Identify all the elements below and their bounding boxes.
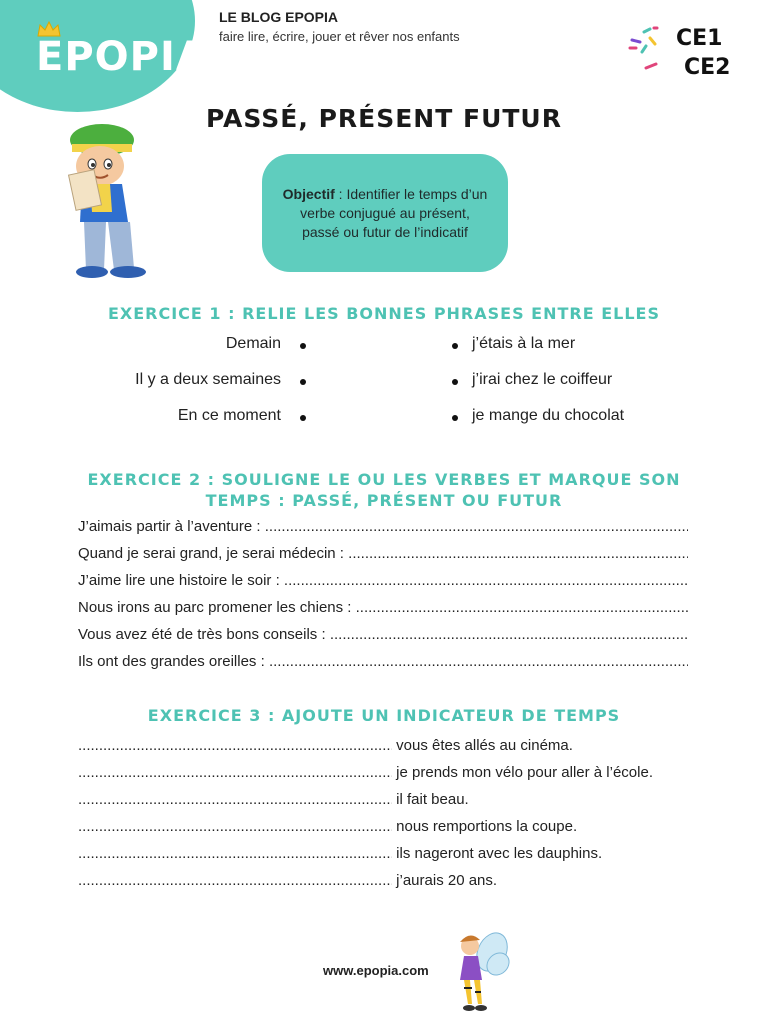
blog-subtitle: faire lire, écrire, jouer et rêver nos enfants bbox=[219, 29, 460, 44]
exercise3-title: EXERCICE 3 : AJOUTE UN INDICATEUR DE TEMPS bbox=[147, 706, 621, 725]
objective-description: : Identifier le temps d’un verbe conjugué au présent, passé ou futur de l’indicatif bbox=[300, 185, 488, 240]
exercise2-title-line2: TEMPS : PASSÉ, PRÉSENT OU FUTUR bbox=[205, 491, 563, 510]
sentence-ending: il fait beau. bbox=[396, 791, 469, 808]
answer-blank[interactable] bbox=[78, 845, 392, 862]
objective-box bbox=[262, 154, 508, 272]
exercise2-sentence[interactable] bbox=[78, 545, 688, 562]
sentence-text: J’aimais partir à l’aventure : bbox=[78, 518, 261, 535]
sentence-text: Nous irons au parc promener les chiens : bbox=[78, 599, 352, 616]
sentence-text: Quand je serai grand, je serai médecin : bbox=[78, 545, 344, 562]
exercise3-sentence[interactable] bbox=[78, 872, 698, 889]
grade-ce2-label: CE2 bbox=[684, 55, 731, 80]
answer-blank[interactable] bbox=[280, 572, 688, 589]
fairy-illustration bbox=[448, 930, 512, 1016]
answer-blank[interactable] bbox=[265, 653, 688, 670]
exercise2-sentence[interactable] bbox=[78, 653, 688, 670]
answer-blank[interactable] bbox=[326, 626, 688, 643]
sentence-ending: je prends mon vélo pour aller à l’école. bbox=[396, 764, 653, 781]
sentence-text: Ils ont des grandes oreilles : bbox=[78, 653, 265, 670]
answer-blank[interactable] bbox=[78, 872, 392, 889]
footer-website-link[interactable]: www.epopia.com bbox=[323, 963, 429, 978]
exercise1-right-item: je mange du chocolat bbox=[472, 407, 625, 424]
answer-blank[interactable] bbox=[78, 791, 392, 808]
match-dot-right[interactable] bbox=[452, 415, 458, 421]
boy-reading-illustration bbox=[62, 122, 168, 280]
exercise1-left-item: Il y a deux semaines bbox=[135, 371, 281, 388]
sentence-ending: nous remportions la coupe. bbox=[396, 818, 578, 835]
match-dot-left[interactable] bbox=[300, 415, 306, 421]
sentence-text: Vous avez été de très bons conseils : bbox=[78, 626, 326, 643]
grade-ce1-label: CE1 bbox=[676, 26, 723, 51]
answer-blank[interactable] bbox=[344, 545, 688, 562]
objective-text bbox=[280, 185, 490, 242]
sentence-ending: j’aurais 20 ans. bbox=[396, 872, 498, 889]
exercise2-sentence[interactable] bbox=[78, 626, 688, 643]
exercise2-title bbox=[0, 469, 768, 511]
answer-blank[interactable] bbox=[78, 764, 392, 781]
objective-label: Objectif bbox=[282, 185, 335, 202]
blog-title[interactable]: LE BLOG EPOPIA bbox=[219, 9, 339, 25]
exercise1-title: EXERCICE 1 : RELIE LES BONNES PHRASES ENTRE ELLES bbox=[107, 304, 661, 323]
exercise1-left-item: Demain bbox=[225, 335, 281, 352]
page-title: PASSÉ, PRÉSENT FUTUR bbox=[206, 104, 562, 133]
exercise3-sentence[interactable] bbox=[78, 845, 698, 862]
exercise2-sentence[interactable] bbox=[78, 599, 688, 616]
match-dot-right[interactable] bbox=[452, 379, 458, 385]
answer-blank[interactable] bbox=[78, 737, 392, 754]
epopia-logo[interactable]: EPOPIA bbox=[36, 34, 208, 80]
sentence-ending: ils nageront avec les dauphins. bbox=[396, 845, 603, 862]
exercise3-sentence[interactable] bbox=[78, 764, 698, 781]
sentence-text: J’aime lire une histoire le soir : bbox=[78, 572, 280, 589]
exercise2-sentence[interactable] bbox=[78, 518, 688, 535]
match-dot-left[interactable] bbox=[300, 379, 306, 385]
exercise1-left-item: En ce moment bbox=[177, 407, 281, 424]
sentence-ending: vous êtes allés au cinéma. bbox=[396, 737, 573, 754]
answer-blank[interactable] bbox=[261, 518, 688, 535]
exercise3-sentence[interactable] bbox=[78, 737, 698, 754]
exercise3-sentence[interactable] bbox=[78, 791, 698, 808]
answer-blank[interactable] bbox=[351, 599, 688, 616]
match-dot-left[interactable] bbox=[300, 343, 306, 349]
match-dot-right[interactable] bbox=[452, 343, 458, 349]
exercise1-right-item: j’étais à la mer bbox=[472, 335, 576, 352]
exercise2-title-line1: EXERCICE 2 : SOULIGNE LE OU LES VERBES ET MARQUE SON bbox=[87, 470, 681, 489]
exercise1-right-item: j’irai chez le coiffeur bbox=[472, 371, 613, 388]
confetti-icon bbox=[628, 26, 668, 72]
answer-blank[interactable] bbox=[78, 818, 392, 835]
exercise2-sentence[interactable] bbox=[78, 572, 688, 589]
exercise3-sentence[interactable] bbox=[78, 818, 698, 835]
